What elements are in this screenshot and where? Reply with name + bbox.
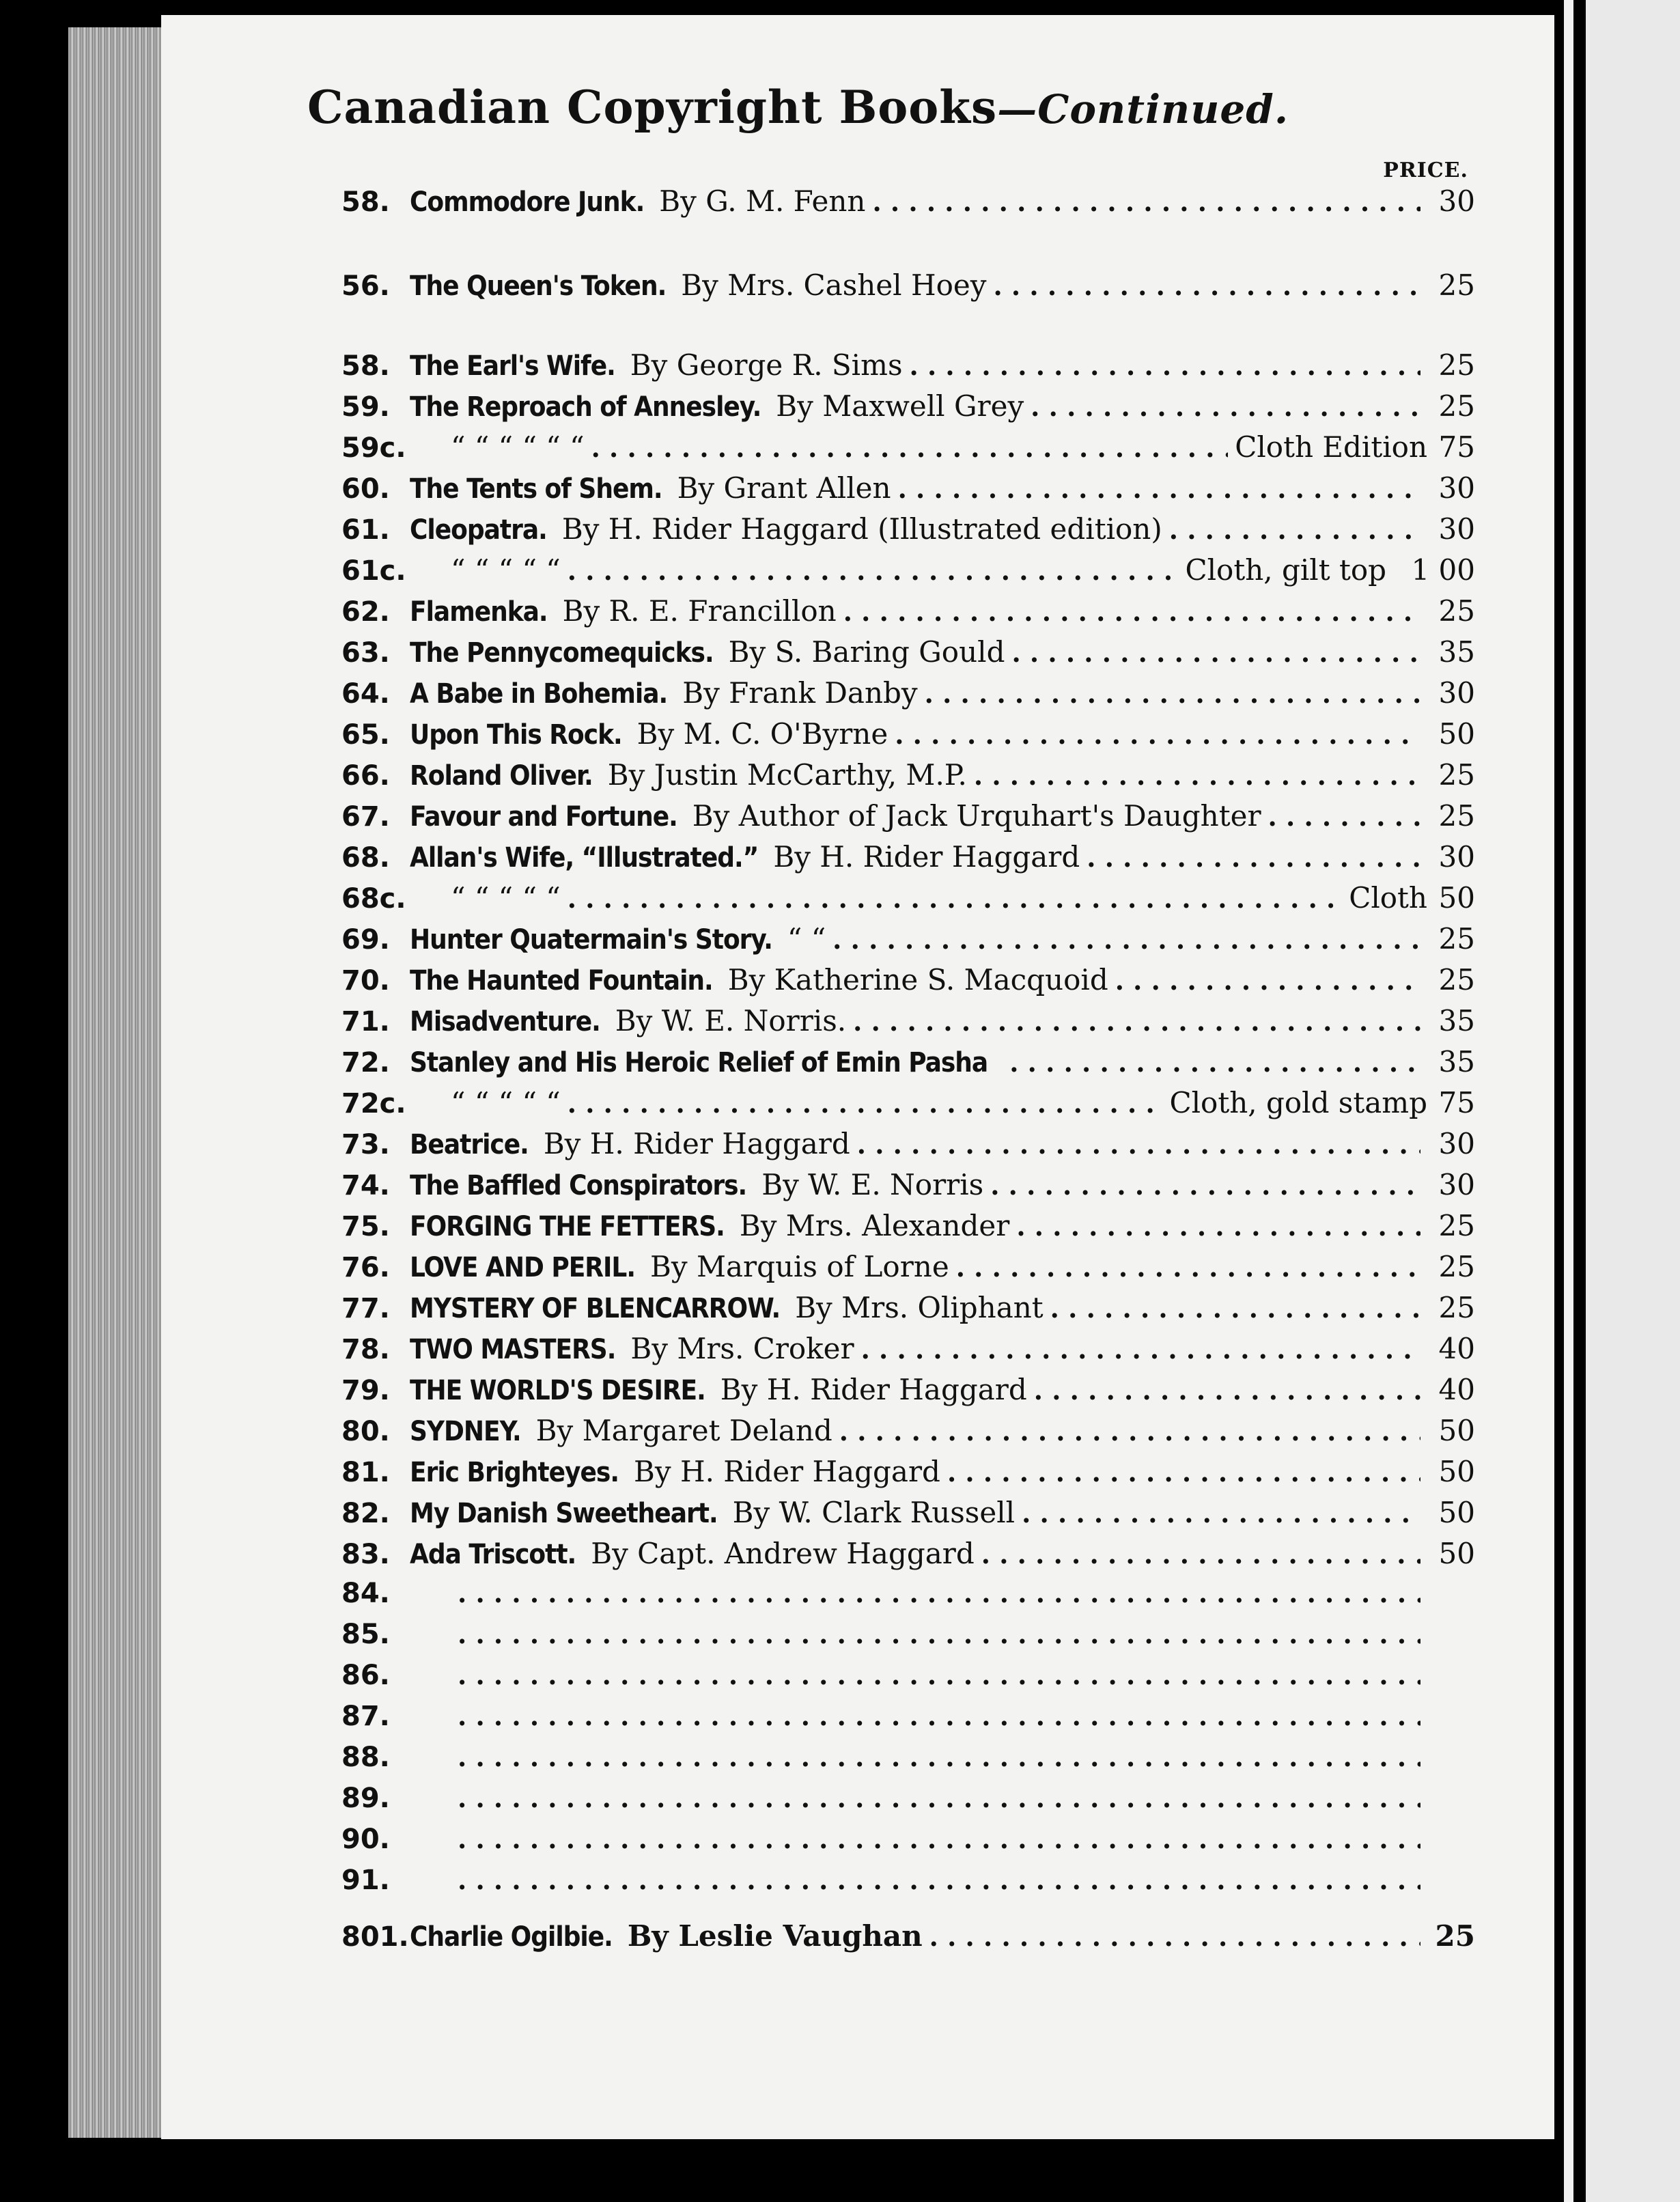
dot-leader [895, 719, 1420, 750]
entry-number: 74. [341, 1170, 390, 1201]
dot-leader [1022, 1498, 1420, 1529]
book-price: 40 [1438, 1373, 1475, 1406]
book-price: 25 [1438, 1209, 1475, 1242]
list-item [341, 1127, 1475, 1165]
book-author: By Katherine S. Macquoid [727, 963, 1108, 997]
list-item [341, 1537, 1475, 1575]
dot-leader [1169, 514, 1420, 545]
adjacent-page-edge [1586, 0, 1680, 2202]
book-title: The Baffled Conspirators. [410, 1170, 747, 1201]
dot-leader [843, 596, 1420, 627]
book-title: The Reproach of Annesley. [410, 391, 761, 423]
book-price: 50 [1438, 1496, 1475, 1529]
edition-note: Cloth Edition [1235, 430, 1427, 464]
list-item [341, 512, 1475, 550]
entry-number: 79. [341, 1375, 390, 1406]
book-author: By Mrs. Cashel Hoey [681, 268, 987, 302]
list-item [341, 1701, 1475, 1739]
dot-leader [458, 1619, 1420, 1649]
list-item [341, 676, 1475, 714]
book-price: 30 [1438, 512, 1475, 546]
book-price: 25 [1438, 1250, 1475, 1283]
entry-number: 68c. [341, 883, 406, 915]
entry-number: 87. [341, 1701, 390, 1732]
entry-number: 59. [341, 391, 390, 423]
book-price: 75 [1438, 430, 1475, 464]
book-price: 50 [1438, 881, 1475, 915]
list-item [341, 799, 1475, 837]
list-item [341, 1455, 1475, 1493]
dot-leader [981, 1539, 1420, 1570]
book-title: The Queen's Token. [410, 270, 667, 302]
entry-number: 58. [341, 350, 390, 382]
book-price: 25 [1438, 348, 1475, 382]
entry-number: 76. [341, 1252, 390, 1283]
book-author: By R. E. Francillon [562, 594, 837, 628]
list-item [341, 1291, 1475, 1329]
book-title: SYDNEY. [410, 1416, 521, 1447]
book-author: “ “ “ “ “ “ [451, 430, 585, 464]
list-item [341, 1332, 1475, 1370]
entry-number: 90. [341, 1824, 390, 1855]
book-price: 35 [1438, 635, 1475, 669]
list-item [341, 1045, 1475, 1083]
list-item [341, 1086, 1475, 1124]
list-item [341, 922, 1475, 960]
entry-number: 68. [341, 842, 390, 874]
dot-leader [857, 1129, 1420, 1160]
book-price: 1 00 [1411, 553, 1475, 587]
edition-note: Cloth [1349, 881, 1427, 915]
book-title: Upon This Rock. [410, 719, 622, 751]
book-title: The Haunted Fountain. [410, 965, 713, 997]
list-item [341, 1742, 1475, 1780]
book-title: FORGING THE FETTERS. [410, 1211, 725, 1242]
book-price: 25 [1438, 1291, 1475, 1324]
entry-number: 62. [341, 596, 390, 628]
entry-number: 77. [341, 1293, 390, 1324]
list-item [341, 184, 1475, 223]
book-title: Misadventure. [410, 1006, 600, 1037]
list-item [341, 1578, 1475, 1616]
list-item [341, 963, 1475, 1001]
dot-leader [956, 1252, 1420, 1283]
book-title: A Babe in Bohemia. [410, 678, 668, 710]
book-author: By S. Baring Gould [728, 635, 1005, 669]
book-price: 25 [1435, 1919, 1475, 1953]
book-author: By H. Rider Haggard [543, 1127, 850, 1160]
page-stack-edges [68, 27, 171, 2138]
book-price: 25 [1438, 268, 1475, 302]
list-item [341, 1209, 1475, 1247]
book-title: The Pennycomequicks. [410, 637, 714, 669]
dot-leader [1011, 637, 1420, 668]
book-author: By W. E. Norris [761, 1168, 984, 1201]
entry-number: 61c. [341, 555, 406, 587]
dot-leader [1087, 842, 1420, 873]
book-price: 50 [1438, 1414, 1475, 1447]
entry-number: 60. [341, 473, 390, 505]
book-title: THE WORLD'S DESIRE. [410, 1375, 705, 1406]
gutter [1564, 0, 1573, 2202]
book-title: MYSTERY OF BLENCARROW. [410, 1293, 781, 1324]
list-item [341, 717, 1475, 755]
dot-leader [458, 1660, 1420, 1690]
book-author: “ “ “ “ “ [451, 553, 561, 587]
dot-leader [1009, 1047, 1420, 1078]
list-item [341, 1496, 1475, 1534]
book-author: By M. C. O'Byrne [636, 717, 888, 751]
book-price: 30 [1438, 1127, 1475, 1160]
dot-leader [853, 1006, 1420, 1037]
book-price: 30 [1438, 676, 1475, 710]
book-title: Charlie Ogilbie. [410, 1921, 613, 1953]
book-author: By Mrs. Croker [630, 1332, 854, 1365]
book-title: Favour and Fortune. [410, 801, 677, 833]
book-title: Ada Triscott. [410, 1539, 576, 1570]
continued-label: —Continued. [997, 86, 1289, 133]
book-title: Beatrice. [410, 1129, 529, 1160]
list-item [341, 348, 1475, 387]
book-author: By Marquis of Lorne [650, 1250, 949, 1283]
book-price: 30 [1438, 471, 1475, 505]
dot-leader [1050, 1293, 1420, 1324]
book-title: Cleopatra. [410, 514, 547, 546]
book-price: 30 [1438, 1168, 1475, 1201]
list-item [341, 881, 1475, 919]
book-author: By W. Clark Russell [732, 1496, 1016, 1529]
book-author: By H. Rider Haggard (Illustrated edition) [561, 512, 1162, 546]
list-item [341, 1824, 1475, 1862]
book-price: 30 [1438, 840, 1475, 874]
entry-number: 88. [341, 1742, 390, 1773]
entry-number: 89. [341, 1783, 390, 1814]
book-price: 75 [1438, 1086, 1475, 1119]
dot-leader [591, 432, 1229, 463]
list-item [341, 1619, 1475, 1657]
book-author: By H. Rider Haggard [634, 1455, 940, 1488]
book-author: “ “ [787, 922, 826, 956]
list-item [341, 1660, 1475, 1698]
list-item [341, 1414, 1475, 1452]
entry-number: 73. [341, 1129, 390, 1160]
dot-leader [925, 678, 1420, 709]
book-author: “ “ “ “ “ [451, 881, 561, 915]
book-price: 25 [1438, 799, 1475, 833]
entry-number: 72. [341, 1047, 390, 1078]
dot-leader [993, 270, 1420, 301]
entry-number: 82. [341, 1498, 390, 1529]
book-author: By H. Rider Haggard [773, 840, 1080, 874]
book-title: My Danish Sweetheart. [410, 1498, 718, 1529]
book-title: Stanley and His Heroic Relief of Emin Pasha [410, 1047, 988, 1078]
dot-leader [568, 1088, 1163, 1119]
dot-leader [458, 1783, 1420, 1813]
page-title [307, 81, 1468, 149]
book-title: The Tents of Shem. [410, 473, 662, 505]
book-author: By Frank Danby [682, 676, 918, 710]
book-price: 50 [1438, 1455, 1475, 1488]
list-item [341, 840, 1475, 878]
dot-leader [458, 1824, 1420, 1854]
book-title: Allan's Wife, “Illustrated.” [410, 842, 759, 874]
book-title: The Earl's Wife. [410, 350, 615, 382]
dot-leader [458, 1578, 1420, 1608]
entry-number: 84. [341, 1578, 390, 1609]
entry-number: 71. [341, 1006, 390, 1037]
entry-number: 83. [341, 1539, 390, 1570]
book-price: 35 [1438, 1045, 1475, 1078]
book-author: By Justin McCarthy, M.P. [607, 758, 967, 792]
entry-number: 91. [341, 1865, 390, 1896]
book-price: 25 [1438, 389, 1475, 423]
book-author: By Margaret Deland [535, 1414, 832, 1447]
entry-number: 64. [341, 678, 390, 710]
list-item [341, 758, 1475, 796]
dot-leader [929, 1921, 1420, 1952]
entry-number: 85. [341, 1619, 390, 1650]
book-title: Eric Brighteyes. [410, 1457, 619, 1488]
book-title: TWO MASTERS. [410, 1334, 616, 1365]
book-price: 35 [1438, 1004, 1475, 1037]
edition-note: Cloth, gold stamp [1169, 1086, 1427, 1119]
list-item [341, 1250, 1475, 1288]
entry-number: 67. [341, 801, 390, 833]
list-item [341, 635, 1475, 673]
book-title: Hunter Quatermain's Story. [410, 924, 772, 956]
dot-leader [898, 473, 1420, 504]
book-author: “ “ “ “ “ [451, 1086, 561, 1119]
entry-number: 58. [341, 186, 390, 218]
entry-number: 72c. [341, 1088, 406, 1119]
entry-number: 78. [341, 1334, 390, 1365]
dot-leader [1016, 1211, 1420, 1242]
entry-number: 63. [341, 637, 390, 669]
edition-note: Cloth, gilt top [1185, 553, 1386, 587]
dot-leader [1115, 965, 1420, 996]
entry-number: 65. [341, 719, 390, 751]
book-author: By Mrs. Alexander [739, 1209, 1010, 1242]
dot-leader [1268, 801, 1420, 832]
list-item [341, 471, 1475, 510]
list-item [341, 1919, 1475, 1957]
list-item [341, 553, 1475, 591]
book-author: By Grant Allen [677, 471, 891, 505]
book-author: By Maxwell Grey [776, 389, 1024, 423]
dot-leader [974, 760, 1420, 791]
book-author: By H. Rider Haggard [720, 1373, 1027, 1406]
dot-leader [1034, 1375, 1420, 1406]
page-title-text: Canadian Copyright Books [307, 81, 998, 134]
book-price: 25 [1438, 922, 1475, 956]
entry-number: 61. [341, 514, 390, 546]
dot-leader [458, 1742, 1420, 1772]
book-price: 25 [1438, 758, 1475, 792]
entry-number: 81. [341, 1457, 390, 1488]
dot-leader [839, 1416, 1420, 1447]
list-item [341, 1373, 1475, 1411]
entry-number: 86. [341, 1660, 390, 1691]
list-item [341, 389, 1475, 428]
book-price: 25 [1438, 963, 1475, 997]
dot-leader [990, 1170, 1420, 1201]
list-item [341, 268, 1475, 307]
dot-leader [832, 924, 1420, 955]
entry-number: 59c. [341, 432, 406, 464]
dot-leader [947, 1457, 1420, 1488]
entry-number: 80. [341, 1416, 390, 1447]
dot-leader [568, 555, 1179, 586]
book-price: 40 [1438, 1332, 1475, 1365]
book-price: 25 [1438, 594, 1475, 628]
book-author: By Author of Jack Urquhart's Daughter [692, 799, 1261, 833]
entry-number: 75. [341, 1211, 390, 1242]
entry-number: 56. [341, 270, 390, 302]
dot-leader [458, 1701, 1420, 1731]
book-author: By George R. Sims [630, 348, 903, 382]
book-price: 30 [1438, 184, 1475, 218]
book-title: Roland Oliver. [410, 760, 593, 792]
entry-number: 66. [341, 760, 390, 792]
book-title: LOVE AND PERIL. [410, 1252, 635, 1283]
list-item [341, 1004, 1475, 1042]
book-title: Commodore Junk. [410, 186, 645, 218]
dot-leader [1031, 391, 1420, 422]
book-title: Flamenka. [410, 596, 548, 628]
list-item [341, 1865, 1475, 1903]
dot-leader [910, 350, 1421, 381]
dot-leader [458, 1865, 1420, 1895]
entry-number: 801. [341, 1921, 409, 1953]
entry-number: 69. [341, 924, 390, 956]
book-author: By Mrs. Oliphant [795, 1291, 1044, 1324]
list-item [341, 594, 1475, 632]
book-author: By Leslie Vaughan [627, 1919, 923, 1953]
list-item [341, 1783, 1475, 1821]
dot-leader [568, 883, 1342, 914]
price-column-heading: PRICE. [1383, 158, 1468, 182]
list-item [341, 430, 1475, 469]
book-author: By G. M. Fenn [659, 184, 866, 218]
book-author: By W. E. Norris. [615, 1004, 847, 1037]
entry-number: 70. [341, 965, 390, 997]
book-price: 50 [1438, 1537, 1475, 1570]
book-author: By Capt. Andrew Haggard [591, 1537, 975, 1570]
dot-leader [861, 1334, 1420, 1365]
dot-leader [872, 186, 1420, 217]
book-price: 50 [1438, 717, 1475, 751]
list-item [341, 1168, 1475, 1206]
